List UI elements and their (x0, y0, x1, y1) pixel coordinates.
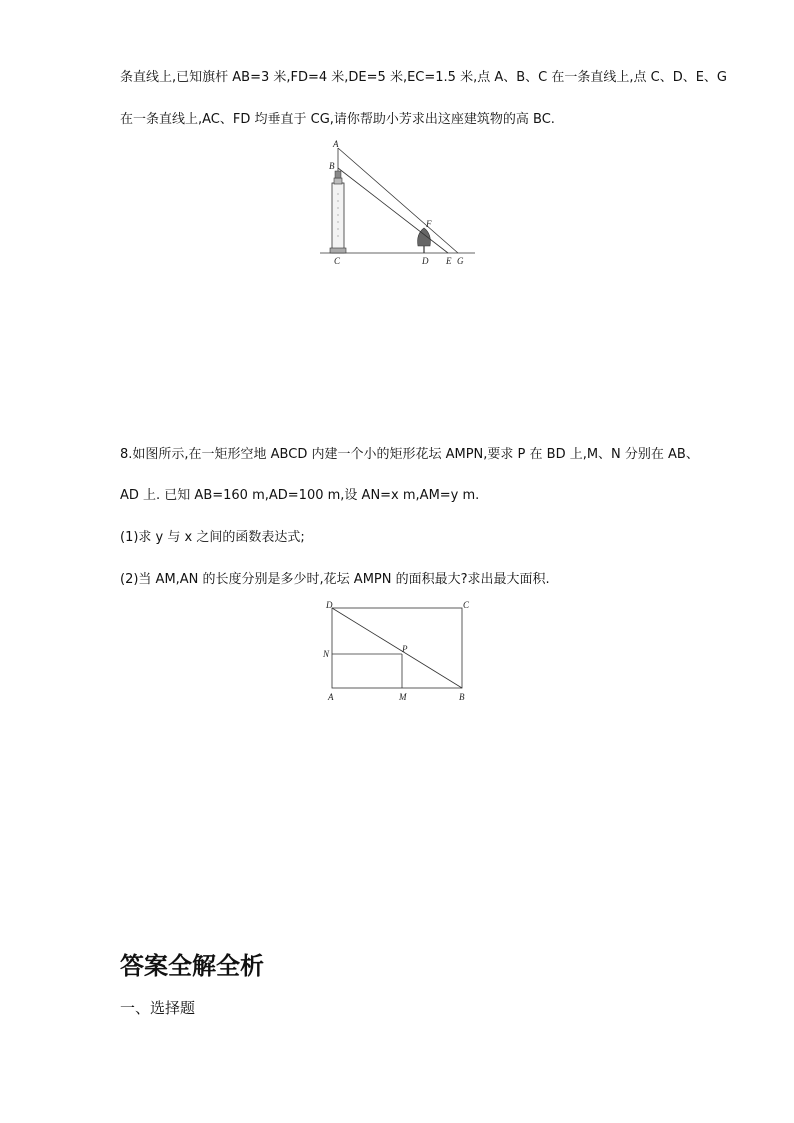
problem7-figure (320, 138, 480, 268)
problem8-question2: (2)当 AM,AN 的长度分别是多少时,花坛 AMPN 的面积最大?求出最大面积. (120, 572, 550, 587)
label-G: G (457, 256, 464, 266)
problem8-text-line1: 8.如图所示,在一矩形空地 ABCD 内建一个小的矩形花坛 AMPN,要求 P 在 BD 上,M、N 分别在 AB、 (120, 447, 699, 462)
label-C: C (463, 600, 470, 610)
tree-icon (418, 228, 431, 253)
label-C: C (334, 256, 341, 266)
label-B: B (329, 161, 335, 171)
problem7-text-line1: 条直线上,已知旗杆 AB=3 米,FD=4 米,DE=5 米,EC=1.5 米,点 A、B、C 在一条直线上,点 C、D、E、G (120, 70, 727, 85)
label-B: B (459, 692, 465, 702)
label-A: A (328, 692, 334, 702)
label-D: D (422, 256, 429, 266)
label-A: A (333, 139, 339, 149)
problem8-figure (318, 598, 478, 706)
building-icon (330, 166, 346, 253)
label-N: N (323, 649, 330, 659)
answers-heading: 答案全解全析 (120, 951, 264, 980)
label-D: D (326, 600, 333, 610)
label-M: M (399, 692, 407, 702)
problem8-question1: (1)求 y 与 x 之间的函数表达式; (120, 530, 305, 545)
label-E: E (446, 256, 452, 266)
label-F: F (426, 219, 432, 229)
label-P: P (402, 644, 408, 654)
problem7-text-line2: 在一条直线上,AC、FD 均垂直于 CG,请你帮助小芳求出这座建筑物的高 BC. (120, 112, 555, 127)
answers-section-title: 一、选择题 (120, 999, 196, 1017)
problem8-text-line2: AD 上. 已知 AB=160 m,AD=100 m,设 AN=x m,AM=y m. (120, 488, 480, 503)
